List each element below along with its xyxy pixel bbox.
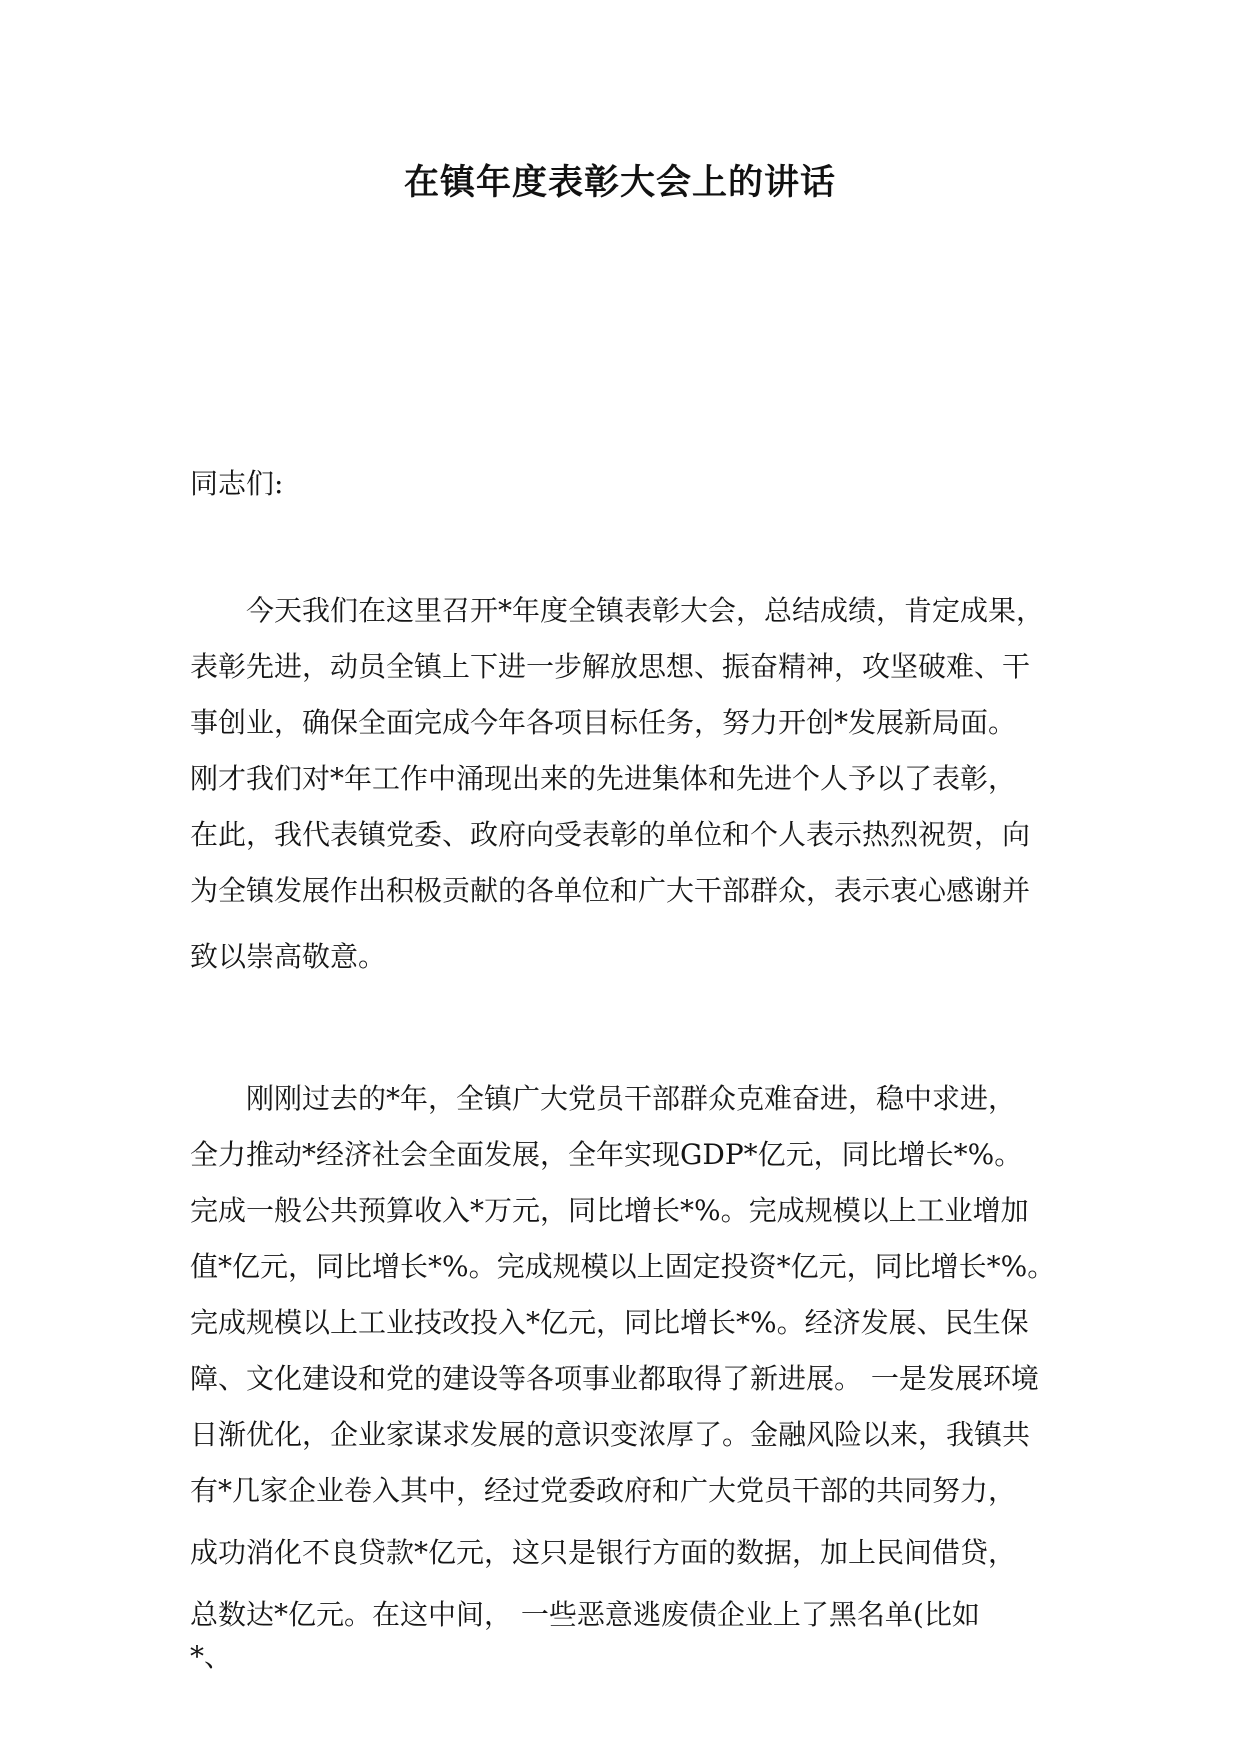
paragraph-line: 值*亿元，同比增长*%。完成规模以上固定投资*亿元，同比增长*%。 bbox=[190, 1250, 1056, 1283]
paragraph-line: *、 bbox=[190, 1640, 233, 1673]
paragraph-line: 刚才我们对*年工作中涌现出来的先进集体和先进个人予以了表彰， bbox=[190, 762, 1017, 795]
paragraph-line: 有*几家企业卷入其中，经过党委政府和广大党员干部的共同努力， bbox=[190, 1474, 1017, 1507]
paragraph-line: 表彰先进，动员全镇上下进一步解放思想、振奋精神，攻坚破难、干 bbox=[190, 650, 1031, 683]
paragraph-line: 为全镇发展作出积极贡献的各单位和广大干部群众，表示衷心感谢并 bbox=[190, 874, 1031, 907]
paragraph-1 bbox=[190, 583, 1050, 985]
salutation: 同志们: bbox=[190, 467, 284, 500]
paragraph-line: 总数达*亿元。在这中间， 一些恶意逃废债企业上了黑名单(比如 bbox=[190, 1598, 980, 1631]
paragraph-line: 在此，我代表镇党委、政府向受表彰的单位和个人表示热烈祝贺，向 bbox=[190, 818, 1031, 851]
paragraph-line: 今天我们在这里召开*年度全镇表彰大会，总结成绩，肯定成果， bbox=[246, 594, 1045, 627]
paragraph-line: 致以崇高敬意。 bbox=[190, 940, 387, 973]
paragraph-line: 完成一般公共预算收入*万元，同比增长*%。完成规模以上工业增加 bbox=[190, 1194, 1029, 1227]
document-title: 在镇年度表彰大会上的讲话 bbox=[403, 163, 836, 203]
paragraph-2 bbox=[190, 1071, 1056, 1673]
paragraph-line: 障、文化建设和党的建设等各项事业都取得了新进展。 一是发展环境 bbox=[190, 1362, 1039, 1395]
paragraph-line: 全力推动*经济社会全面发展，全年实现GDP*亿元，同比增长*%。 bbox=[190, 1138, 1023, 1171]
paragraph-line: 事创业，确保全面完成今年各项目标任务，努力开创*发展新局面。 bbox=[190, 706, 1017, 739]
paragraph-line: 成功消化不良贷款*亿元，这只是银行方面的数据，加上民间借贷， bbox=[190, 1536, 1017, 1569]
paragraph-line: 刚刚过去的*年，全镇广大党员干部群众克难奋进，稳中求进， bbox=[246, 1082, 1017, 1115]
paragraph-line: 日渐优化，企业家谋求发展的意识变浓厚了。金融风险以来，我镇共 bbox=[190, 1418, 1031, 1451]
paragraph-line: 完成规模以上工业技改投入*亿元，同比增长*%。经济发展、民生保 bbox=[190, 1306, 1029, 1339]
